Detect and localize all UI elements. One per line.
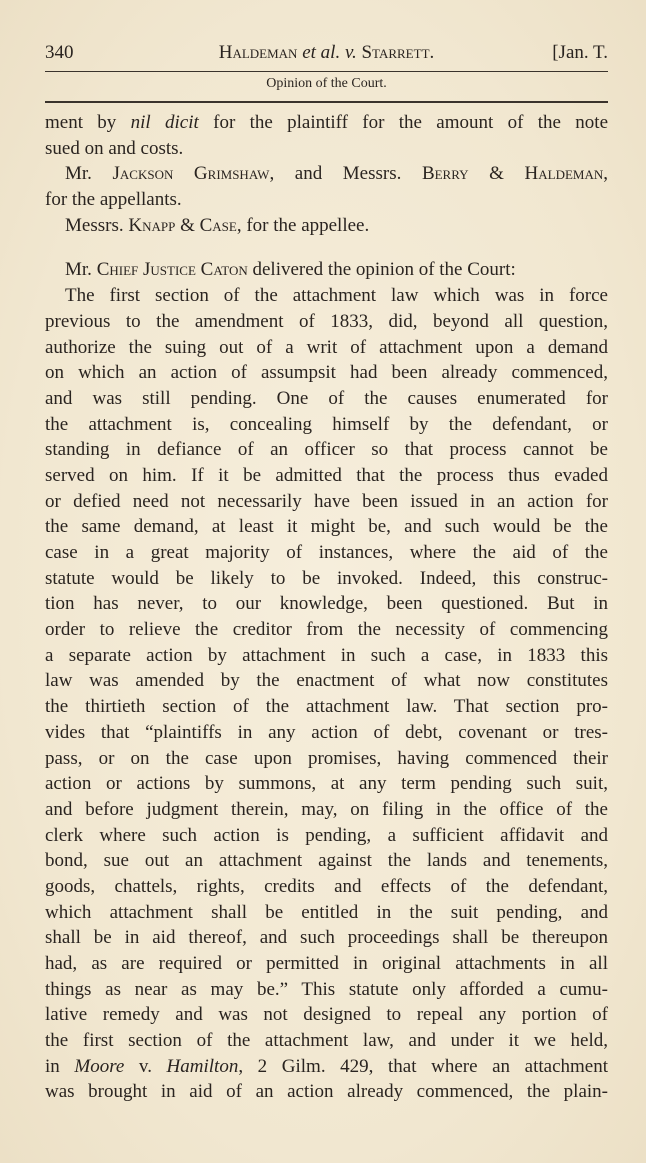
text-line: [45, 437, 608, 463]
text-line: [45, 591, 608, 617]
paragraph: [45, 283, 608, 1105]
text-run: order to relieve the creditor from the necessity of commencing: [45, 619, 608, 641]
italic-text: Hamilton: [166, 1055, 239, 1077]
text-run: previous to the amendment of 1833, did, beyond all question,: [45, 310, 608, 332]
text-run: The first section of the attachment law which was in force: [65, 285, 608, 307]
text-line: [45, 1079, 608, 1105]
text-run: things as near as may be.” This statute only afforded a cumu-: [45, 978, 608, 1000]
text-run: &: [468, 163, 525, 185]
text-line: [45, 848, 608, 874]
term-label: [Jan. T.: [552, 42, 608, 63]
text-line: [45, 951, 608, 977]
paragraph: [45, 257, 608, 283]
text-line: [45, 720, 608, 746]
text-run: action or actions by summons, at any term pending such suit,: [45, 773, 608, 795]
text-line: [45, 110, 608, 136]
paragraph: [45, 110, 608, 161]
page-number: 340: [45, 42, 74, 63]
text-line: [45, 668, 608, 694]
text-line: [45, 335, 608, 361]
text-run: sued on and costs.: [45, 137, 184, 159]
text-line: [45, 925, 608, 951]
text-run: , and Messrs.: [269, 163, 422, 185]
case-title: [45, 42, 608, 64]
text-line: [45, 1054, 608, 1080]
section-heading: Opinion of the Court.: [266, 76, 387, 91]
running-header: [45, 42, 608, 68]
text-run: delivered the opinion of the Court:: [247, 259, 516, 281]
small-caps-text: Jackson Grimshaw: [112, 163, 270, 185]
text-run: , 2 Gilm. 429, that where an attachment: [238, 1055, 608, 1077]
text-line: [45, 1002, 608, 1028]
text-line: [45, 900, 608, 926]
text-run: , for the appellee.: [236, 214, 370, 236]
text-line: [45, 463, 608, 489]
text-run: had, as are required or permitted in original attachments in all: [45, 953, 608, 974]
text-line: [45, 412, 608, 438]
text-line: [45, 161, 608, 187]
text-run: goods, chattels, rights, credits and effects of the defendant,: [45, 875, 608, 897]
text-line: [45, 797, 608, 823]
text-line: [45, 771, 608, 797]
section-rule: [45, 101, 608, 103]
text-run: lative remedy and was not designed to repeal any portion of: [45, 1004, 608, 1026]
paragraph: [45, 213, 608, 239]
text-run: and was still pending. One of the causes enumerated for: [45, 387, 608, 409]
text-line: [45, 360, 608, 386]
small-caps-text: Case: [199, 214, 237, 236]
text-run: vides that “plaintiffs in any action of debt, covenant or tres-: [45, 721, 608, 743]
text-line: [45, 566, 608, 592]
text-run: the first section of the attachment law, and under it we held,: [45, 1030, 608, 1052]
text-run: authorize the suing out of a writ of attachment upon a demand: [45, 336, 608, 358]
text-run: Mr.: [65, 259, 97, 281]
text-line: [45, 136, 608, 162]
text-run: ,: [603, 163, 608, 185]
header-rule: [45, 71, 608, 72]
text-line: [45, 540, 608, 566]
small-caps-text: Berry: [421, 163, 469, 185]
small-caps-text: Haldeman: [524, 163, 604, 185]
text-run: pass, or on the case upon promises, having commenced their: [45, 747, 608, 769]
text-run: the same demand, at least it might be, and such would be the: [45, 516, 608, 538]
text-run: the thirtieth section of the attachment law. That section pro-: [45, 696, 608, 718]
italic-text: v.: [344, 42, 362, 63]
text-line: [45, 617, 608, 643]
text-line: [45, 309, 608, 335]
text-line: [45, 187, 608, 213]
body-text: [45, 110, 608, 1105]
text-run: was brought in aid of an action already commenced, the plain-: [45, 1081, 608, 1103]
text-line: [45, 386, 608, 412]
small-caps-text: Haldeman: [218, 42, 298, 63]
text-run: clerk where such action is pending, a sufficient affidavit and: [45, 824, 608, 846]
text-run: on which an action of assumpsit had been already commenced,: [45, 362, 608, 384]
text-run: served on him. If it be admitted that the process thus evaded: [45, 464, 608, 486]
text-line: [45, 823, 608, 849]
text-line: [45, 257, 608, 283]
text-run: a separate action by attachment in such a case, in 1833 this: [45, 644, 608, 666]
italic-text: nil dicit: [130, 112, 199, 133]
text-run: standing in defiance of an officer so that process cannot be: [45, 439, 608, 461]
text-line: [45, 694, 608, 720]
text-run: shall be in aid thereof, and such proceedings shall be thereupon: [45, 927, 608, 949]
paragraph-gap: [45, 238, 608, 257]
text-line: [45, 213, 608, 239]
text-run: tion has never, to our knowledge, been questioned. But in: [45, 593, 608, 615]
text-run: Messrs.: [65, 214, 129, 236]
small-caps-text: Knapp: [128, 214, 176, 236]
text-run: and before judgment therein, may, on filing in the office of the: [45, 798, 608, 820]
text-run: law was amended by the enactment of what now constitutes: [45, 670, 608, 692]
text-line: [45, 489, 608, 515]
text-run: for the plaintiff for the amount of the note: [198, 112, 609, 133]
italic-text: et al.: [297, 42, 345, 63]
text-run: or defied need not necessarily have been issued in an action for: [45, 490, 608, 512]
text-line: [45, 283, 608, 309]
text-run: ment by: [45, 112, 131, 133]
text-run: which attachment shall be entitled in the suit pending, and: [45, 901, 608, 923]
text-run: Mr.: [65, 163, 113, 185]
text-line: [45, 1028, 608, 1054]
text-run: the attachment is, concealing himself by the defendant, or: [45, 413, 608, 435]
text-run: for the appellants.: [45, 189, 182, 211]
paragraph: [45, 161, 608, 212]
text-run: case in a great majority of instances, where the aid of the: [45, 542, 608, 563]
text-line: [45, 977, 608, 1003]
italic-text: Moore: [74, 1055, 125, 1077]
text-line: [45, 746, 608, 772]
small-caps-text: Chief Justice Caton: [96, 259, 248, 281]
text-line: [45, 874, 608, 900]
text-run: v.: [124, 1055, 167, 1077]
text-run: statute would be likely to be invoked. Indeed, this construc-: [45, 567, 608, 589]
text-run: &: [175, 214, 200, 236]
text-run: bond, sue out an attachment against the lands and tenements,: [45, 850, 608, 872]
small-caps-text: Starrett.: [361, 42, 435, 63]
text-run: in: [45, 1055, 75, 1077]
text-line: [45, 514, 608, 540]
text-line: [45, 643, 608, 669]
